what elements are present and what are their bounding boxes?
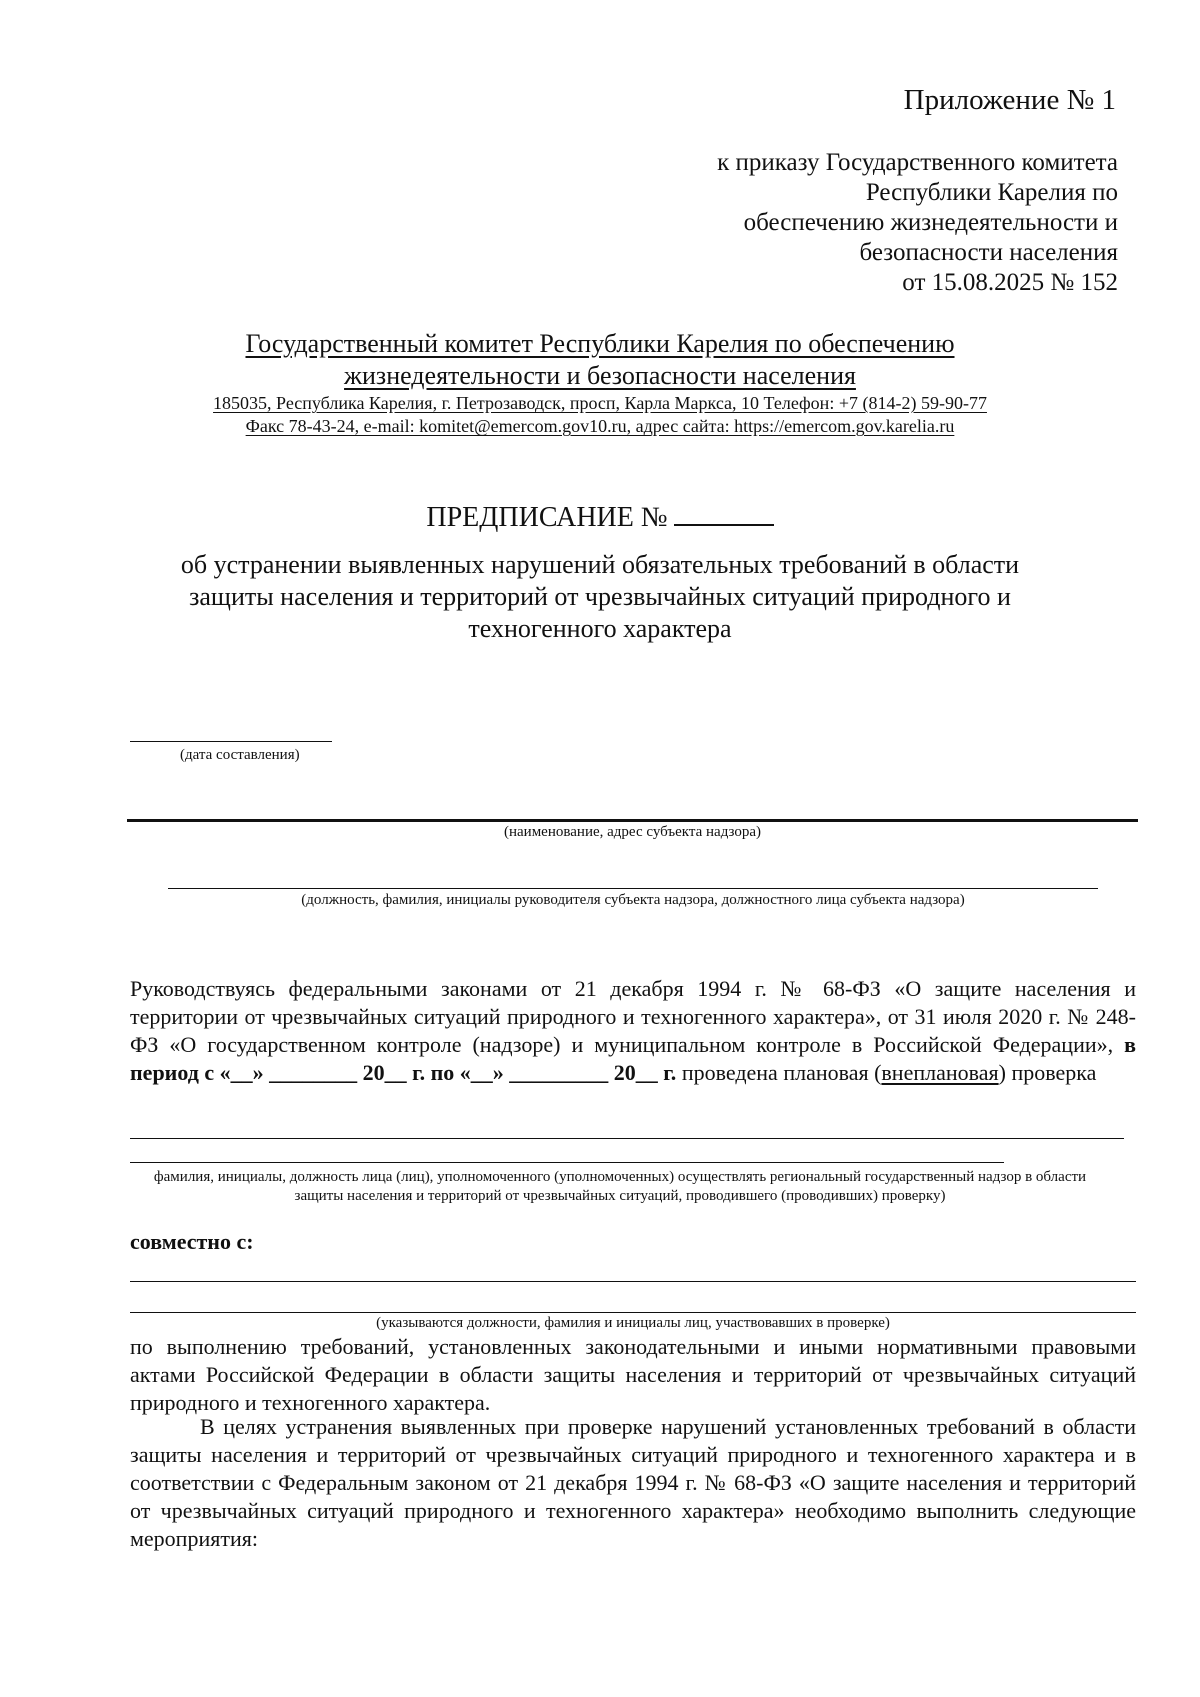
inspection-period: в период с «__» ________ 20__ г. по «__» _________ 20__ г. (130, 1032, 1137, 1085)
participants-line-2 (130, 1312, 1136, 1313)
organization-contacts (0, 392, 1200, 438)
subtitle-line: об устранении выявленных нарушений обязательных требований в области (180, 550, 1020, 579)
date-caption: (дата составления) (180, 747, 300, 763)
inspection-type-planned: проведена плановая (681, 1060, 869, 1085)
approval-line: Республики Карелия по (865, 179, 1118, 206)
paragraph-measures: В целях устранения выявленных при проверке нарушений установленных требований в области защиты населения и территорий от чрезвычайных ситуаций природного и техногенного характера и в соответствии с Федеральным законом от 21 декабря 1994 г. № 68-ФЗ «О защите населения и территорий от чрезвычайных ситуаций природного и техногенного характера» необходимо выполнить следующие мероприятия: (130, 1414, 1136, 1551)
inspector-caption-line: защиты населения и территорий от чрезвычайных ситуаций, проводившего (проводивших) проверку) (294, 1188, 946, 1204)
participants-caption: (указываются должности, фамилия и инициалы лиц, участвовавших в проверке) (376, 1315, 890, 1331)
jointly-label: совместно с: (130, 1229, 254, 1254)
appendix-label: Приложение № 1 (903, 84, 1116, 116)
inspector-field-line (130, 1138, 1124, 1139)
subject-caption: (наименование, адрес субъекта надзора) (503, 824, 762, 840)
date-field-line (130, 741, 332, 742)
paragraph-requirements: по выполнению требований, установленных законодательными и иными нормативными правовыми актами Российской Федерации в области защиты населения и территорий от чрезвычайных ситуаций природного и техногенного характера. (130, 1334, 1136, 1415)
contacts-line: Факс 78-43-24, e-mail: komitet@emercom.gov10.ru, адрес сайта: https://emercom.gov.karelia.ru (245, 416, 955, 436)
paragraph-legal-basis: Руководствуясь федеральными законами от 21 декабря 1994 г. № 68-ФЗ «О защите населения и территории от чрезвычайных ситуаций природного и техногенного характера», от 31 июля 2020 г. № 248-ФЗ «О государственном контроле (надзоре) и муниципальном контроле в Российской Федерации», в период с «__» ________ 20__ г. по «__» _________ 20__ г. проведена плановая (внеплановая) проверка (130, 976, 1137, 1085)
document-title-text: ПРЕДПИСАНИЕ № (426, 502, 668, 533)
document-subtitle (150, 549, 1050, 645)
head-caption: (должность, фамилия, инициалы руководителя субъекта надзора, должностного лица субъекта надзора) (301, 892, 965, 908)
organization-name-line: жизнедеятельности и безопасности населения (344, 361, 856, 390)
organization-name (0, 328, 1200, 392)
approval-line: к приказу Государственного комитета (717, 149, 1118, 176)
document-title (0, 500, 1200, 534)
approval-line: безопасности населения (859, 239, 1118, 266)
inspector-caption (100, 1168, 1140, 1206)
head-field-line (168, 888, 1098, 889)
legal-basis-text: Руководствуясь федеральными законами от 21 декабря 1994 г. № 68-ФЗ «О защите населения и территории от чрезвычайных ситуаций природного и техногенного характера», от 31 июля 2020 г. № 248-ФЗ «О государственном контроле (надзоре) и муниципальном контроле в Российской Федерации», (130, 976, 1136, 1057)
inspection-type-unplanned: внеплановая (881, 1060, 999, 1085)
approval-line: обеспечению жизнедеятельности и (743, 209, 1118, 236)
inspection-word: проверка (1011, 1060, 1097, 1085)
document-number-blank (674, 500, 774, 526)
subtitle-line: техногенного характера (468, 614, 732, 643)
subtitle-line: защиты населения и территорий от чрезвычайных ситуаций природного и (189, 582, 1011, 611)
inspector-caption-line: фамилия, инициалы, должность лица (лиц), уполномоченного (уполномоченных) осуществлять региональный государственный надзор в области (153, 1169, 1087, 1185)
approval-line: от 15.08.2025 № 152 (902, 269, 1118, 296)
subject-field-line (127, 819, 1138, 822)
address-line: 185035, Республика Карелия, г. Петрозаводск, просп, Карла Маркса, 10 Телефон: +7 (814-2) 59-90-77 (213, 393, 987, 413)
inspector-field-line-2 (130, 1162, 1004, 1163)
participants-line-1 (130, 1281, 1136, 1282)
organization-name-line: Государственный комитет Республики Карелия по обеспечению (245, 329, 955, 358)
approval-block (598, 148, 1118, 298)
